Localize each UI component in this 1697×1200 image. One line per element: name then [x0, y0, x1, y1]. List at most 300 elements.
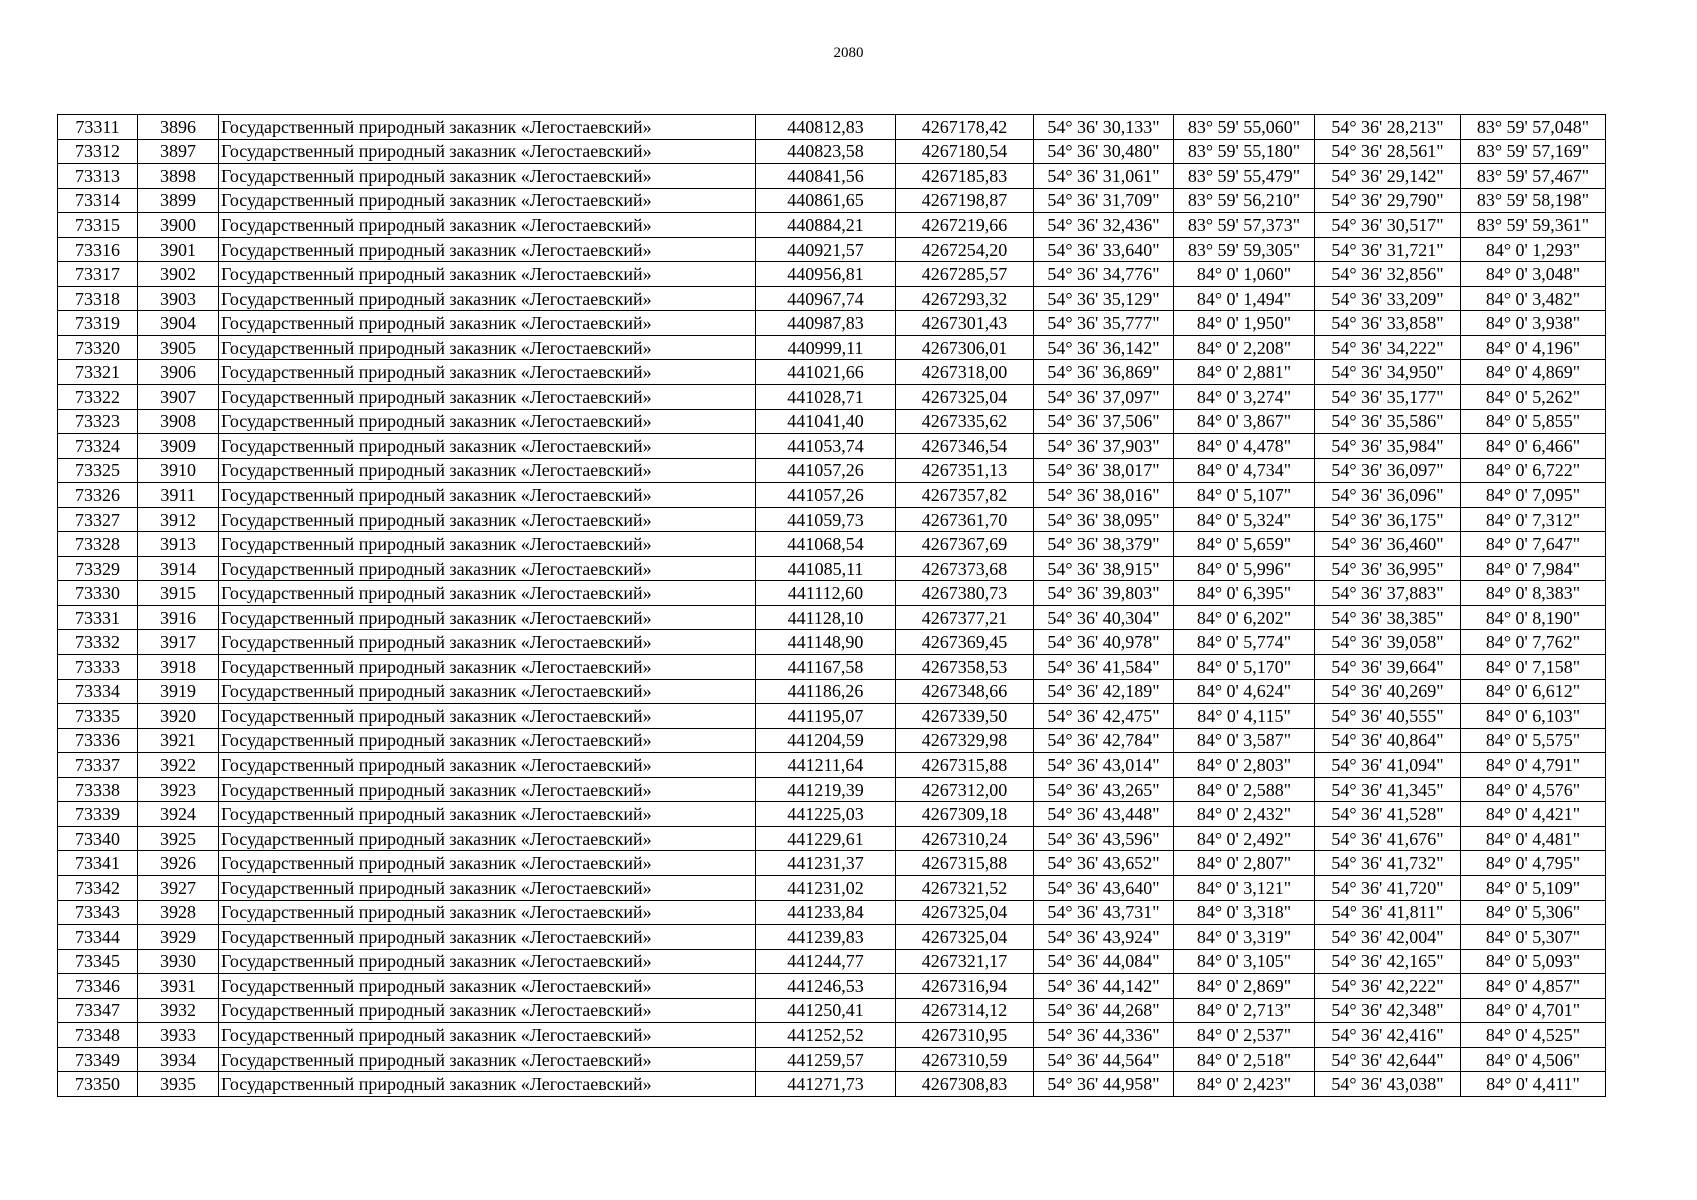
cell-latitude-2: 54° 36' 33,209" [1315, 286, 1461, 311]
cell-longitude-2: 84° 0' 5,307" [1461, 925, 1606, 950]
cell-coord-x: 441112,60 [756, 581, 896, 606]
cell-latitude-1: 54° 36' 38,017" [1034, 458, 1174, 483]
cell-coord-y: 4267180,54 [896, 139, 1034, 164]
cell-latitude-2: 54° 36' 42,004" [1315, 925, 1461, 950]
cell-longitude-2: 84° 0' 4,506" [1461, 1047, 1606, 1072]
table-row [58, 802, 1606, 827]
cell-latitude-2: 54° 36' 42,165" [1315, 949, 1461, 974]
cell-latitude-1: 54° 36' 31,061" [1034, 164, 1174, 189]
cell-longitude-2: 84° 0' 7,095" [1461, 483, 1606, 508]
cell-row-number: 73321 [58, 360, 138, 385]
cell-latitude-1: 54° 36' 37,506" [1034, 409, 1174, 434]
cell-point-number: 3910 [138, 458, 219, 483]
cell-longitude-2: 84° 0' 4,411" [1461, 1072, 1606, 1097]
cell-coord-y: 4267357,82 [896, 483, 1034, 508]
cell-coord-y: 4267325,04 [896, 925, 1034, 950]
cell-longitude-1: 84° 0' 5,107" [1174, 483, 1315, 508]
cell-object-name: Государственный природный заказник «Легостаевский» [219, 1047, 756, 1072]
table-row [58, 483, 1606, 508]
cell-latitude-1: 54° 36' 39,803" [1034, 581, 1174, 606]
cell-object-name: Государственный природный заказник «Легостаевский» [219, 483, 756, 508]
cell-coord-x: 440884,21 [756, 213, 896, 238]
cell-latitude-1: 54° 36' 44,958" [1034, 1072, 1174, 1097]
cell-longitude-1: 84° 0' 3,121" [1174, 875, 1315, 900]
cell-object-name: Государственный природный заказник «Легостаевский» [219, 360, 756, 385]
cell-latitude-1: 54° 36' 38,915" [1034, 556, 1174, 581]
cell-point-number: 3918 [138, 655, 219, 680]
cell-object-name: Государственный природный заказник «Легостаевский» [219, 925, 756, 950]
cell-latitude-1: 54° 36' 44,268" [1034, 998, 1174, 1023]
cell-row-number: 73347 [58, 998, 138, 1023]
cell-latitude-2: 54° 36' 35,586" [1315, 409, 1461, 434]
cell-latitude-1: 54° 36' 44,142" [1034, 974, 1174, 999]
cell-latitude-2: 54° 36' 42,222" [1315, 974, 1461, 999]
cell-longitude-2: 84° 0' 6,612" [1461, 679, 1606, 704]
cell-coord-x: 441059,73 [756, 507, 896, 532]
cell-longitude-1: 83° 59' 59,305" [1174, 237, 1315, 262]
cell-latitude-1: 54° 36' 30,480" [1034, 139, 1174, 164]
cell-row-number: 73328 [58, 532, 138, 557]
cell-object-name: Государственный природный заказник «Легостаевский» [219, 1072, 756, 1097]
table-row [58, 237, 1606, 262]
cell-coord-x: 441233,84 [756, 900, 896, 925]
cell-longitude-2: 84° 0' 7,984" [1461, 556, 1606, 581]
cell-longitude-2: 83° 59' 57,169" [1461, 139, 1606, 164]
cell-object-name: Государственный природный заказник «Легостаевский» [219, 188, 756, 213]
cell-point-number: 3900 [138, 213, 219, 238]
cell-coord-y: 4267346,54 [896, 434, 1034, 459]
cell-coord-x: 441053,74 [756, 434, 896, 459]
cell-longitude-1: 83° 59' 55,060" [1174, 115, 1315, 140]
cell-row-number: 73314 [58, 188, 138, 213]
cell-point-number: 3933 [138, 1023, 219, 1048]
cell-latitude-1: 54° 36' 42,189" [1034, 679, 1174, 704]
cell-point-number: 3934 [138, 1047, 219, 1072]
table-row [58, 434, 1606, 459]
cell-object-name: Государственный природный заказник «Легостаевский» [219, 164, 756, 189]
cell-coord-x: 441259,57 [756, 1047, 896, 1072]
cell-longitude-2: 84° 0' 4,857" [1461, 974, 1606, 999]
cell-point-number: 3906 [138, 360, 219, 385]
cell-longitude-2: 84° 0' 8,383" [1461, 581, 1606, 606]
cell-latitude-2: 54° 36' 41,732" [1315, 851, 1461, 876]
cell-point-number: 3914 [138, 556, 219, 581]
cell-coord-y: 4267315,88 [896, 851, 1034, 876]
cell-row-number: 73329 [58, 556, 138, 581]
cell-object-name: Государственный природный заказник «Легостаевский» [219, 139, 756, 164]
cell-row-number: 73339 [58, 802, 138, 827]
cell-point-number: 3921 [138, 728, 219, 753]
cell-coord-y: 4267361,70 [896, 507, 1034, 532]
cell-row-number: 73333 [58, 655, 138, 680]
cell-longitude-2: 84° 0' 5,093" [1461, 949, 1606, 974]
cell-longitude-1: 84° 0' 6,395" [1174, 581, 1315, 606]
cell-longitude-1: 84° 0' 5,659" [1174, 532, 1315, 557]
cell-latitude-1: 54° 36' 43,652" [1034, 851, 1174, 876]
cell-latitude-1: 54° 36' 37,097" [1034, 385, 1174, 410]
cell-coord-x: 441219,39 [756, 777, 896, 802]
cell-longitude-2: 84° 0' 7,158" [1461, 655, 1606, 680]
table-row [58, 556, 1606, 581]
cell-point-number: 3931 [138, 974, 219, 999]
table-row [58, 998, 1606, 1023]
cell-point-number: 3901 [138, 237, 219, 262]
cell-row-number: 73350 [58, 1072, 138, 1097]
cell-coord-x: 441041,40 [756, 409, 896, 434]
cell-object-name: Государственный природный заказник «Легостаевский» [219, 409, 756, 434]
cell-point-number: 3930 [138, 949, 219, 974]
cell-longitude-2: 84° 0' 3,482" [1461, 286, 1606, 311]
cell-latitude-1: 54° 36' 41,584" [1034, 655, 1174, 680]
cell-longitude-1: 83° 59' 55,479" [1174, 164, 1315, 189]
cell-longitude-2: 84° 0' 4,196" [1461, 335, 1606, 360]
cell-latitude-1: 54° 36' 43,640" [1034, 875, 1174, 900]
cell-coord-y: 4267351,13 [896, 458, 1034, 483]
cell-longitude-2: 84° 0' 6,103" [1461, 704, 1606, 729]
cell-coord-y: 4267380,73 [896, 581, 1034, 606]
table-row [58, 605, 1606, 630]
cell-longitude-1: 84° 0' 2,537" [1174, 1023, 1315, 1048]
cell-longitude-1: 83° 59' 55,180" [1174, 139, 1315, 164]
cell-coord-y: 4267254,20 [896, 237, 1034, 262]
cell-latitude-2: 54° 36' 34,950" [1315, 360, 1461, 385]
cell-latitude-2: 54° 36' 36,460" [1315, 532, 1461, 557]
cell-latitude-2: 54° 36' 38,385" [1315, 605, 1461, 630]
cell-latitude-2: 54° 36' 36,995" [1315, 556, 1461, 581]
cell-longitude-1: 84° 0' 2,881" [1174, 360, 1315, 385]
cell-latitude-1: 54° 36' 40,304" [1034, 605, 1174, 630]
cell-point-number: 3896 [138, 115, 219, 140]
table-row [58, 679, 1606, 704]
cell-coord-x: 440967,74 [756, 286, 896, 311]
cell-coord-x: 441225,03 [756, 802, 896, 827]
table-row [58, 115, 1606, 140]
cell-object-name: Государственный природный заказник «Легостаевский» [219, 286, 756, 311]
cell-latitude-2: 54° 36' 40,864" [1315, 728, 1461, 753]
cell-latitude-1: 54° 36' 43,265" [1034, 777, 1174, 802]
cell-coord-x: 440921,57 [756, 237, 896, 262]
cell-longitude-2: 84° 0' 5,306" [1461, 900, 1606, 925]
cell-coord-x: 441195,07 [756, 704, 896, 729]
cell-coord-y: 4267318,00 [896, 360, 1034, 385]
cell-coord-y: 4267325,04 [896, 900, 1034, 925]
cell-object-name: Государственный природный заказник «Легостаевский» [219, 851, 756, 876]
cell-point-number: 3929 [138, 925, 219, 950]
cell-coord-y: 4267315,88 [896, 753, 1034, 778]
cell-row-number: 73312 [58, 139, 138, 164]
table-row [58, 900, 1606, 925]
cell-point-number: 3919 [138, 679, 219, 704]
cell-row-number: 73311 [58, 115, 138, 140]
cell-latitude-1: 54° 36' 44,564" [1034, 1047, 1174, 1072]
cell-coord-y: 4267309,18 [896, 802, 1034, 827]
cell-longitude-1: 84° 0' 1,950" [1174, 311, 1315, 336]
cell-row-number: 73320 [58, 335, 138, 360]
cell-point-number: 3903 [138, 286, 219, 311]
cell-coord-x: 440841,56 [756, 164, 896, 189]
coordinates-table-wrapper [57, 114, 1606, 1097]
cell-object-name: Государственный природный заказник «Легостаевский» [219, 556, 756, 581]
cell-longitude-2: 84° 0' 5,262" [1461, 385, 1606, 410]
cell-point-number: 3904 [138, 311, 219, 336]
cell-point-number: 3924 [138, 802, 219, 827]
cell-latitude-1: 54° 36' 30,133" [1034, 115, 1174, 140]
cell-latitude-1: 54° 36' 35,129" [1034, 286, 1174, 311]
cell-longitude-2: 84° 0' 3,048" [1461, 262, 1606, 287]
cell-row-number: 73348 [58, 1023, 138, 1048]
cell-latitude-1: 54° 36' 35,777" [1034, 311, 1174, 336]
cell-row-number: 73340 [58, 826, 138, 851]
table-row [58, 311, 1606, 336]
page-number: 2080 [833, 45, 864, 61]
cell-coord-y: 4267285,57 [896, 262, 1034, 287]
cell-point-number: 3927 [138, 875, 219, 900]
cell-coord-x: 440999,11 [756, 335, 896, 360]
cell-longitude-1: 84° 0' 2,803" [1174, 753, 1315, 778]
cell-coord-y: 4267310,59 [896, 1047, 1034, 1072]
cell-latitude-2: 54° 36' 40,555" [1315, 704, 1461, 729]
coordinates-table-body [58, 115, 1606, 1097]
cell-point-number: 3911 [138, 483, 219, 508]
cell-row-number: 73331 [58, 605, 138, 630]
cell-latitude-1: 54° 36' 43,924" [1034, 925, 1174, 950]
cell-row-number: 73330 [58, 581, 138, 606]
table-row [58, 188, 1606, 213]
table-row [58, 974, 1606, 999]
cell-row-number: 73335 [58, 704, 138, 729]
cell-coord-x: 441246,53 [756, 974, 896, 999]
table-row [58, 532, 1606, 557]
cell-coord-x: 441167,58 [756, 655, 896, 680]
cell-longitude-1: 84° 0' 4,734" [1174, 458, 1315, 483]
cell-latitude-2: 54° 36' 32,856" [1315, 262, 1461, 287]
cell-coord-x: 441231,02 [756, 875, 896, 900]
cell-coord-y: 4267185,83 [896, 164, 1034, 189]
cell-latitude-1: 54° 36' 38,379" [1034, 532, 1174, 557]
table-row [58, 335, 1606, 360]
cell-row-number: 73318 [58, 286, 138, 311]
cell-coord-y: 4267339,50 [896, 704, 1034, 729]
cell-row-number: 73324 [58, 434, 138, 459]
cell-point-number: 3902 [138, 262, 219, 287]
cell-longitude-1: 84° 0' 5,170" [1174, 655, 1315, 680]
cell-point-number: 3917 [138, 630, 219, 655]
cell-coord-y: 4267310,95 [896, 1023, 1034, 1048]
cell-latitude-2: 54° 36' 36,175" [1315, 507, 1461, 532]
cell-latitude-2: 54° 36' 40,269" [1315, 679, 1461, 704]
cell-latitude-2: 54° 36' 39,058" [1315, 630, 1461, 655]
cell-longitude-1: 84° 0' 2,518" [1174, 1047, 1315, 1072]
cell-object-name: Государственный природный заказник «Легостаевский» [219, 704, 756, 729]
cell-object-name: Государственный природный заказник «Легостаевский» [219, 532, 756, 557]
cell-latitude-2: 54° 36' 41,094" [1315, 753, 1461, 778]
cell-object-name: Государственный природный заказник «Легостаевский» [219, 213, 756, 238]
cell-point-number: 3909 [138, 434, 219, 459]
cell-longitude-2: 84° 0' 6,466" [1461, 434, 1606, 459]
cell-longitude-1: 84° 0' 5,774" [1174, 630, 1315, 655]
cell-coord-x: 441057,26 [756, 458, 896, 483]
cell-row-number: 73338 [58, 777, 138, 802]
cell-latitude-1: 54° 36' 40,978" [1034, 630, 1174, 655]
cell-object-name: Государственный природный заказник «Легостаевский» [219, 262, 756, 287]
cell-latitude-2: 54° 36' 41,720" [1315, 875, 1461, 900]
cell-coord-y: 4267377,21 [896, 605, 1034, 630]
cell-longitude-2: 84° 0' 4,481" [1461, 826, 1606, 851]
cell-object-name: Государственный природный заказник «Легостаевский» [219, 900, 756, 925]
cell-longitude-2: 84° 0' 5,575" [1461, 728, 1606, 753]
cell-coord-y: 4267367,69 [896, 532, 1034, 557]
cell-latitude-2: 54° 36' 39,664" [1315, 655, 1461, 680]
cell-latitude-1: 54° 36' 42,475" [1034, 704, 1174, 729]
cell-object-name: Государственный природный заказник «Легостаевский» [219, 434, 756, 459]
cell-latitude-2: 54° 36' 30,517" [1315, 213, 1461, 238]
cell-point-number: 3932 [138, 998, 219, 1023]
cell-coord-x: 440861,65 [756, 188, 896, 213]
cell-latitude-2: 54° 36' 36,096" [1315, 483, 1461, 508]
cell-coord-y: 4267316,94 [896, 974, 1034, 999]
cell-longitude-2: 84° 0' 1,293" [1461, 237, 1606, 262]
cell-coord-x: 441068,54 [756, 532, 896, 557]
cell-row-number: 73317 [58, 262, 138, 287]
cell-row-number: 73343 [58, 900, 138, 925]
table-row [58, 409, 1606, 434]
cell-latitude-2: 54° 36' 28,561" [1315, 139, 1461, 164]
cell-longitude-1: 84° 0' 2,713" [1174, 998, 1315, 1023]
cell-longitude-2: 83° 59' 59,361" [1461, 213, 1606, 238]
cell-point-number: 3899 [138, 188, 219, 213]
cell-latitude-1: 54° 36' 42,784" [1034, 728, 1174, 753]
cell-longitude-1: 84° 0' 2,423" [1174, 1072, 1315, 1097]
cell-longitude-1: 84° 0' 3,319" [1174, 925, 1315, 950]
cell-coord-x: 441250,41 [756, 998, 896, 1023]
table-row [58, 262, 1606, 287]
table-row [58, 1023, 1606, 1048]
cell-latitude-2: 54° 36' 42,348" [1315, 998, 1461, 1023]
cell-latitude-2: 54° 36' 41,676" [1315, 826, 1461, 851]
cell-object-name: Государственный природный заказник «Легостаевский» [219, 949, 756, 974]
cell-row-number: 73349 [58, 1047, 138, 1072]
cell-longitude-1: 84° 0' 4,115" [1174, 704, 1315, 729]
table-row [58, 925, 1606, 950]
cell-object-name: Государственный природный заказник «Легостаевский» [219, 802, 756, 827]
cell-coord-x: 440823,58 [756, 139, 896, 164]
cell-longitude-1: 84° 0' 2,807" [1174, 851, 1315, 876]
cell-object-name: Государственный природный заказник «Легостаевский» [219, 753, 756, 778]
cell-longitude-2: 84° 0' 4,795" [1461, 851, 1606, 876]
cell-longitude-1: 83° 59' 56,210" [1174, 188, 1315, 213]
table-row [58, 286, 1606, 311]
cell-object-name: Государственный природный заказник «Легостаевский» [219, 998, 756, 1023]
cell-latitude-2: 54° 36' 35,177" [1315, 385, 1461, 410]
cell-latitude-1: 54° 36' 43,014" [1034, 753, 1174, 778]
cell-coord-y: 4267329,98 [896, 728, 1034, 753]
cell-coord-y: 4267321,52 [896, 875, 1034, 900]
cell-point-number: 3915 [138, 581, 219, 606]
cell-row-number: 73315 [58, 213, 138, 238]
cell-longitude-2: 84° 0' 4,576" [1461, 777, 1606, 802]
cell-latitude-2: 54° 36' 42,644" [1315, 1047, 1461, 1072]
cell-latitude-1: 54° 36' 44,336" [1034, 1023, 1174, 1048]
cell-object-name: Государственный природный заказник «Легостаевский» [219, 335, 756, 360]
cell-row-number: 73346 [58, 974, 138, 999]
cell-point-number: 3920 [138, 704, 219, 729]
cell-coord-y: 4267308,83 [896, 1072, 1034, 1097]
cell-longitude-1: 84° 0' 4,624" [1174, 679, 1315, 704]
cell-longitude-2: 84° 0' 4,525" [1461, 1023, 1606, 1048]
cell-coord-x: 441271,73 [756, 1072, 896, 1097]
cell-point-number: 3912 [138, 507, 219, 532]
cell-coord-y: 4267369,45 [896, 630, 1034, 655]
table-row [58, 581, 1606, 606]
cell-longitude-1: 84° 0' 2,588" [1174, 777, 1315, 802]
table-row [58, 753, 1606, 778]
table-row [58, 1047, 1606, 1072]
cell-latitude-2: 54° 36' 41,811" [1315, 900, 1461, 925]
cell-coord-x: 441211,64 [756, 753, 896, 778]
table-row [58, 826, 1606, 851]
cell-row-number: 73337 [58, 753, 138, 778]
table-row [58, 458, 1606, 483]
cell-longitude-1: 84° 0' 2,432" [1174, 802, 1315, 827]
cell-object-name: Государственный природный заказник «Легостаевский» [219, 385, 756, 410]
cell-latitude-1: 54° 36' 36,142" [1034, 335, 1174, 360]
cell-coord-x: 440812,83 [756, 115, 896, 140]
cell-longitude-1: 84° 0' 2,208" [1174, 335, 1315, 360]
cell-coord-y: 4267321,17 [896, 949, 1034, 974]
cell-point-number: 3898 [138, 164, 219, 189]
cell-point-number: 3905 [138, 335, 219, 360]
cell-longitude-2: 84° 0' 5,109" [1461, 875, 1606, 900]
cell-point-number: 3925 [138, 826, 219, 851]
cell-longitude-2: 84° 0' 7,647" [1461, 532, 1606, 557]
cell-coord-y: 4267312,00 [896, 777, 1034, 802]
cell-longitude-2: 83° 59' 58,198" [1461, 188, 1606, 213]
cell-point-number: 3935 [138, 1072, 219, 1097]
cell-object-name: Государственный природный заказник «Легостаевский» [219, 1023, 756, 1048]
cell-latitude-2: 54° 36' 41,528" [1315, 802, 1461, 827]
cell-coord-y: 4267301,43 [896, 311, 1034, 336]
cell-longitude-1: 84° 0' 3,587" [1174, 728, 1315, 753]
cell-longitude-1: 84° 0' 2,869" [1174, 974, 1315, 999]
cell-longitude-2: 84° 0' 4,791" [1461, 753, 1606, 778]
cell-coord-x: 441148,90 [756, 630, 896, 655]
cell-coord-y: 4267325,04 [896, 385, 1034, 410]
cell-coord-x: 440956,81 [756, 262, 896, 287]
cell-object-name: Государственный природный заказник «Легостаевский» [219, 777, 756, 802]
cell-point-number: 3928 [138, 900, 219, 925]
cell-row-number: 73322 [58, 385, 138, 410]
cell-point-number: 3923 [138, 777, 219, 802]
cell-row-number: 73323 [58, 409, 138, 434]
cell-latitude-1: 54° 36' 33,640" [1034, 237, 1174, 262]
table-row [58, 728, 1606, 753]
cell-row-number: 73319 [58, 311, 138, 336]
cell-point-number: 3922 [138, 753, 219, 778]
cell-object-name: Государственный природный заказник «Легостаевский» [219, 581, 756, 606]
cell-coord-x: 441186,26 [756, 679, 896, 704]
cell-coord-x: 441239,83 [756, 925, 896, 950]
cell-longitude-1: 84° 0' 5,324" [1174, 507, 1315, 532]
cell-object-name: Государственный природный заказник «Легостаевский» [219, 728, 756, 753]
cell-latitude-2: 54° 36' 34,222" [1315, 335, 1461, 360]
cell-object-name: Государственный природный заказник «Легостаевский» [219, 875, 756, 900]
cell-latitude-1: 54° 36' 44,084" [1034, 949, 1174, 974]
cell-latitude-1: 54° 36' 31,709" [1034, 188, 1174, 213]
table-row [58, 655, 1606, 680]
cell-latitude-1: 54° 36' 43,731" [1034, 900, 1174, 925]
cell-latitude-2: 54° 36' 42,416" [1315, 1023, 1461, 1048]
cell-point-number: 3916 [138, 605, 219, 630]
